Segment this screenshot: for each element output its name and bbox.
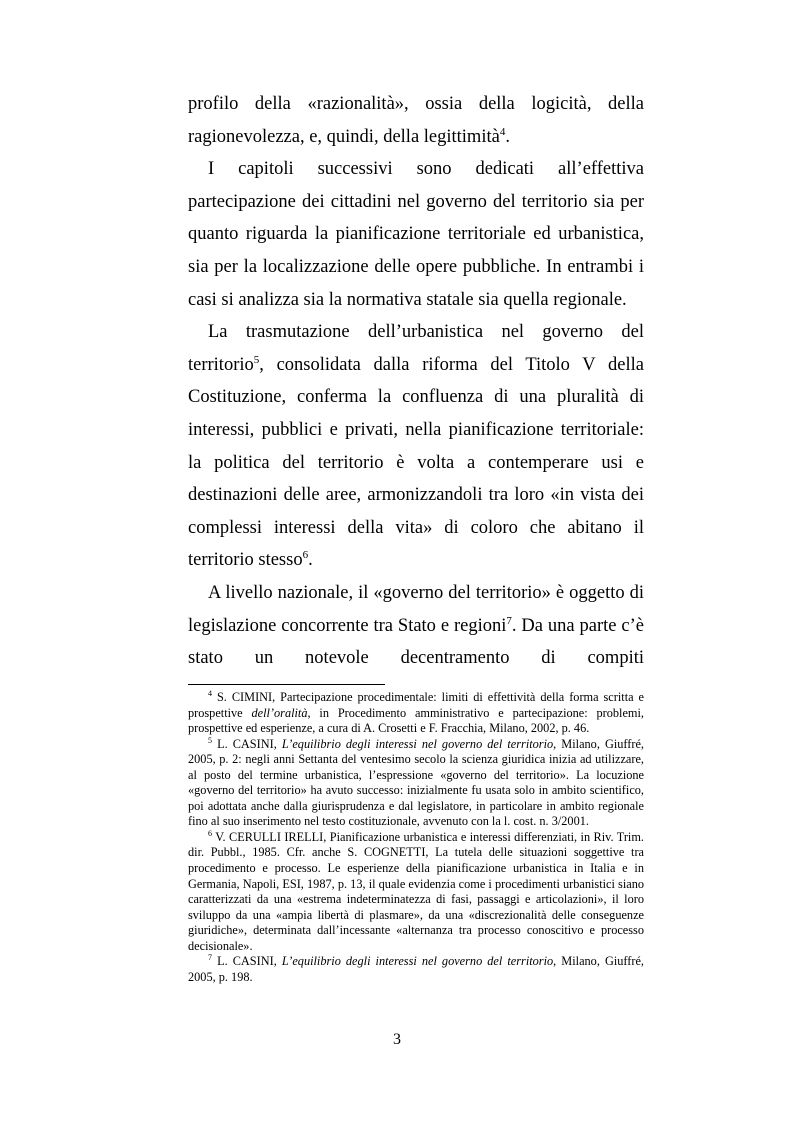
footnote-separator [188,684,385,685]
main-text [188,88,644,675]
paragraph-2: I capitoli successivi sono dedicati all’effettiva partecipazione dei cittadini nel governo del territorio sia per quanto riguarda la pianificazione territoriale ed urbanistica, sia per la localizzazione delle opere pubbliche. In entrambi i casi si analizza sia la normativa statale sia quella regionale. [188,159,644,310]
footnote-ref-4[interactable]: 4 [499,125,506,138]
footnote-ref-6[interactable]: 6 [302,549,309,562]
paragraph-1: profilo della «razionalità», ossia della logicità, della ragionevolezza, e, quindi, della legittimità$^4$. [188,94,644,147]
paragraph-4: A livello nazionale, il «governo del territorio» è oggetto di legislazione concorrente tra Stato e regioni$^7$. Da una parte c’è stato un notevole decentramento di compiti [188,582,644,669]
paragraph-3: La trasmutazione dell’urbanistica nel governo del territorio$^5$, consolidata dalla riforma del Titolo V della Costituzione, conferma la confluenza di una pluralità di interessi, pubblici e privati, nella pianificazione territoriale: la politica del territorio è volta a contemperare usi e destinazioni delle aree, armonizzandoli tra loro «in vista dei complessi interessi della vita» di coloro che abitano il territorio stesso$^6$. [188,322,644,571]
footnotes [188,690,644,985]
footnote-6: $^6$ V. CERULLI IRELLI, Pianificazione urbanistica e interessi differenziati, in Riv. Trim. dir. Pubbl., 1985. Cfr. anche S. COGNETTI, La tutela delle situazioni soggettive tra procedimento e processo. Le esperienze della pianificazione urbanistica in Italia e in Germania, Napoli, ESI, 1987, p. 13, il quale evidenzia come i procedimenti urbanistici siano caratterizzati da una «estrema indeterminatezza di fasi, passaggi e articolazioni», il loro sviluppo da una «ampia libertà di plasmare», da una «discrezionalità delle conseguenze giuridiche», determinata dall’incessante «alternanza tra processo conoscitivo e processo decisionale». [188,828,644,953]
footnote-5: $^5$ L. CASINI, L’equilibrio degli interessi nel governo del territorio, Milano, Giuffré, 2005, p. 2: negli anni Settanta del ventesimo secolo la scienza giuridica inizia ad utilizzare, al posto del termine urbanistica, l’espressione «governo del territorio». La locuzione «governo del territorio» ha avuto successo: inizialmente fu usata solo in ambito scientifico, poi adottata anche dalla giurisprudenza e dal legislatore, in particolare in ambito regionale fino al suo inserimento nel testo costituzionale, avvenuto con la l. cost. n. 3/2001. [188,735,644,829]
page-number: 3 [393,1031,401,1048]
footnote-7: $^7$ L. CASINI, L’equilibrio degli interessi nel governo del territorio, Milano, Giuffré, 2005, p. 198. [188,953,644,984]
footnote-4: $^4$ S. CIMINI, Partecipazione procedimentale: limiti di effettività della forma scritta e prospettive dell’oralità, in Procedimento amministrativo e partecipazione: problemi, prospettive ed esperienze, a cura di A. Crosetti e F. Fracchia, Milano, 2002, p. 46. [188,688,644,736]
footnote-ref-7[interactable]: 7 [506,614,512,627]
footnote-ref-5[interactable]: 5 [253,353,260,366]
